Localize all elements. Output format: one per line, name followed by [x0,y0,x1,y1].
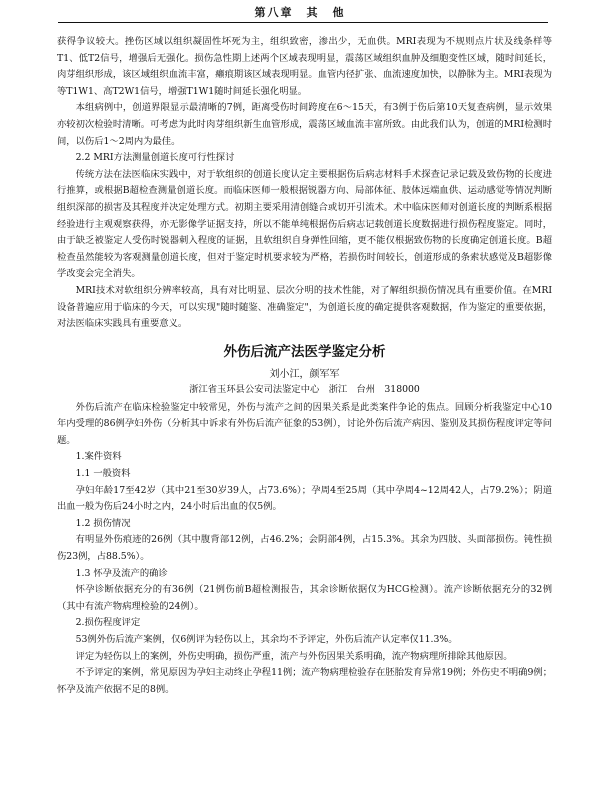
running-header: 第八章 其 他 [254,6,346,19]
heading-diagnosis: 1.3 怀孕及流产的确诊 [75,567,168,579]
article1-paragraph-4: MRI技术对软组织分辨率较高，具有对比明显、层次分明的技术性能，对了解组织损伤情况具有重要价值。在MRI设备普遍应用于临床的今天，可以实现"随时随鉴、准确鉴定"，为创道长度的确定提供客观数据，作为鉴定的重要依据，对法医临床实践具有重要意义。 [57,284,552,330]
section-heading-2-2: 2.2 MRI方法测量创道长度可行性探讨 [75,152,235,164]
paragraph-injury: 有明显外伤痕迹的26例（其中腹背部12例，占46.2%；会阴部4例，占15.3%。其余为四肢、头面部损伤。钝性损伤23例，占88.5%）。 [57,534,552,563]
heading-general-data: 1.1 一般资料 [75,468,131,480]
paragraph-general-data: 孕妇年龄17至42岁（其中21至30岁39人，占73.6%）；孕周4至25周（其中孕周4~12周42人，占79.2%）；阴道出血一般为伤后24小时之内，24小时后出血的仅5例。 [57,484,552,513]
paragraph-assessment-b: 评定为轻伤以上的案例，外伤史明确，损伤严重，流产与外伤因果关系明确，流产物病理所排除其他原因。 [75,650,513,662]
heading-assessment: 2.损伤程度评定 [75,617,141,629]
article1-paragraph-3: 传统方法在法医临床实践中，对于软组织的创道长度认定主要根据伤后病志材料手术探查记录记载及致伤物的长度进行推算，或根据B超检查测量创道长度。而临床医师一般根据锐器方向、局部体征、肢体远端血供、运动感觉等情况判断组织深部的损害及其程度并决定处理方式。初期主要采用清创缝合或切开引流术。术中临床医师对创道长度的判断系根据经验进行主观观察获得，亦无影像学证据支持，所以不能单纯根据伤后病志记载创道长度数据进行损伤程度鉴定。同时，由于缺乏被鉴定人受伤时锐器刺入程度的证据，且软组织自身弹性回缩，更不能仅根据致伤物的长度确定创道长度。B超检查虽然能较为客观测量创道长度，但对于鉴定时机要求较为严格，若损伤时间较长，创道形成的条索状感觉及B超影像学改变会完全消失。 [57,168,552,280]
article2-affiliation: 浙江省玉环县公安司法鉴定中心 浙江 台州 318000 [189,383,420,395]
article1-paragraph-1: 获得争议较大。挫伤区域以组织凝固性坏死为主，组织致密，渗出少，无血供。MRI表现为不规则点片状及线条样等T1、低T2信号，增强后无强化。损伤急性期上述两个区域表现明显，震荡区域组织血肿及细胞变性区域，随时间延长，肉芽组织形成，该区域组织血流丰富，癞痕期该区域表现明显。血管内径扩张、血流速度加快，以静脉为主。MRI表现为等T1W1、高T2W1信号，增强T1W1随时间延长强化明显。 [57,36,552,97]
article2-intro: 外伤后流产在临床检验鉴定中较常见，外伤与流产之间的因果关系是此类案件争论的焦点。回顾分析我鉴定中心10年内受理的86例孕妇外伤（分析其中诉求有外伤后流产征象的53例），讨论外伤后流产病因、鉴别及其损伤程度评定等问题。 [57,401,552,446]
paragraph-assessment-a: 53例外伤后流产案例，仅6例评为轻伤以上，其余均不予评定，外伤后流产认定率仅11.3%。 [75,634,458,645]
article1-paragraph-2: 本组病例中，创道界限显示最清晰的7例，距离受伤时间跨度在6～15天，有3例于伤后第10天复查病例，显示效果亦较初次检验时清晰。可考虑为此时肉芽组织新生血管形成，震荡区域血流丰富所致。由此我们认为，创道的MRI检测时间，以伤后1～2周内为最佳。 [57,102,552,147]
header-rule [58,22,548,23]
heading-case-data: 1.案件资料 [75,451,122,463]
paragraph-diagnosis: 怀孕诊断依据充分的有36例（21例伤前B超检测报告，其余诊断依据仅为HCG检测）。流产诊断依据充分的32例（其中有流产物病理检验的24例）。 [57,584,552,612]
paragraph-assessment-c: 不予评定的案例，常见原因为孕妇主动终止孕程11例；流产物病理检验存在胚胎发育异常19例；外伤史不明确9例；怀孕及流产依据不足的8例。 [57,667,552,695]
article2-title: 外伤后流产法医学鉴定分析 [223,343,386,360]
article2-authors: 刘小江，颜军军 [269,368,340,380]
page-content [57,34,552,698]
heading-injury: 1.2 损伤情况 [75,517,131,529]
